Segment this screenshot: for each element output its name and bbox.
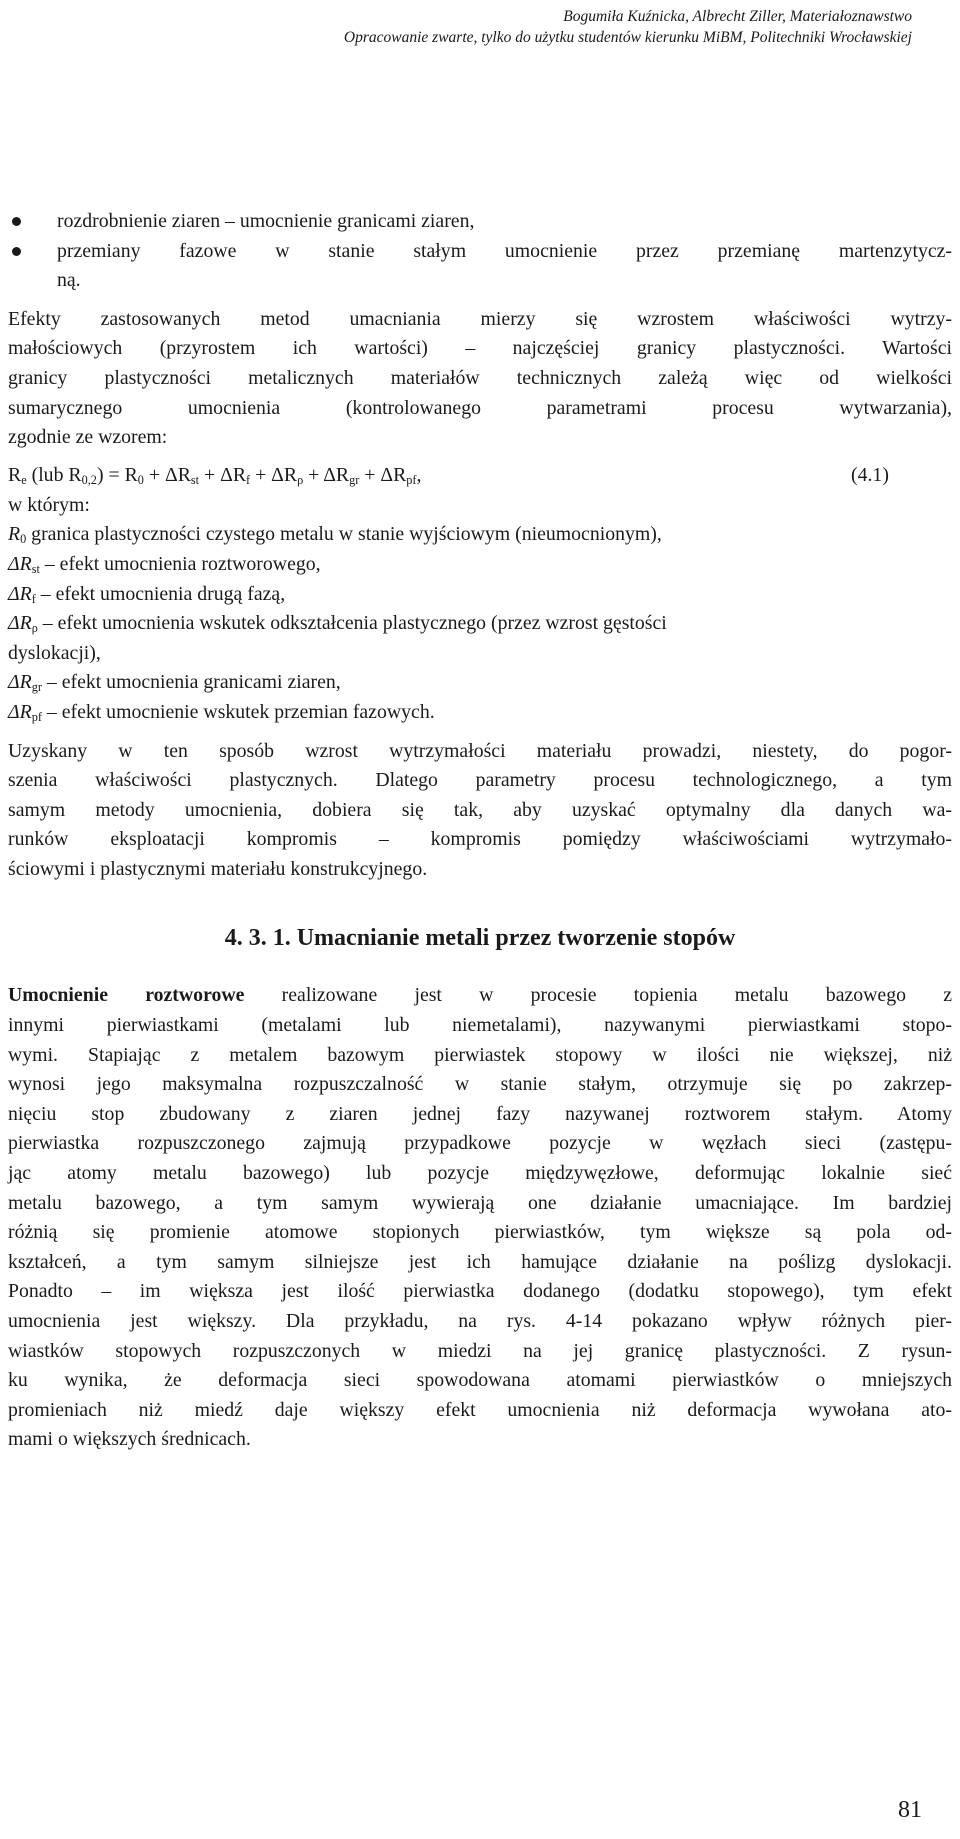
text-line: mami o większych średnicach. bbox=[8, 1428, 251, 1451]
paragraph-solution-strengthening bbox=[8, 981, 952, 1455]
page-header bbox=[344, 6, 912, 48]
text-line: granicy plastyczności metalicznych materiałów technicznych zależą więc od wielkości bbox=[8, 366, 952, 389]
text-line: promieniach niż miedź daje większy efekt umocnienia niż deformacja wywołana ato- bbox=[8, 1398, 952, 1421]
text-line: wynosi jego maksymalna rozpuszczalność w stanie stałym, otrzymuje się po zakrzep- bbox=[8, 1073, 952, 1096]
text-line: samym metody umocnienia, dobiera się tak, aby uzyskać optymalny dla danych wa- bbox=[8, 798, 952, 821]
text-line: zgodnie ze wzorem: bbox=[8, 426, 168, 449]
definition-list bbox=[8, 520, 952, 727]
text-line: różnią się promienie atomowe stopionych pierwiastków, tym większe są pola od- bbox=[8, 1221, 952, 1244]
text-line: Umocnienie roztworowe realizowane jest w procesie topienia metalu bazowego z bbox=[8, 984, 952, 1007]
header-authors: Bogumiła Kuźnicka, Albrecht Ziller, Materiałoznawstwo bbox=[563, 8, 912, 25]
text-line: metalu bazowego, a tym samym wywierają one działanie umacniające. Im bardziej bbox=[8, 1191, 952, 1214]
formula-expression: $R_e$ (lub $R_{0,2}) = R_0 + \Delta R_{st} + \Delta R_f + \Delta R_\rho + \Delta R_{gr} + \Delta R_{pf}$, bbox=[8, 463, 422, 487]
text-line: Uzyskany w ten sposób wzrost wytrzymałości materiału prowadzi, niestety, do pogor- bbox=[8, 739, 952, 762]
text-line: Efekty zastosowanych metod umacniania mierzy się wzrostem właściwości wytrzy- bbox=[8, 307, 952, 330]
bullet-text: ną. bbox=[57, 269, 81, 292]
bullet-text: przemiany fazowe w stanie stałym umocnienie przez przemianę martenzytycz- bbox=[57, 239, 952, 262]
term-bold: Umocnienie roztworowe bbox=[8, 984, 245, 1007]
text-line: jąc atomy metalu bazowego) lub pozycje międzywęzłowe, deformując lokalnie sieć bbox=[8, 1162, 952, 1185]
section-heading: 4. 3. 1. Umacnianie metali przez tworzenie stopów bbox=[224, 925, 736, 952]
bullet-text: rozdrobnienie ziaren – umocnienie granicami ziaren, bbox=[57, 210, 475, 232]
text-line: małościowych (przyrostem ich wartości) – najczęściej granicy plastyczności. Wartości bbox=[8, 337, 952, 360]
text-line: wymi. Stapiając z metalem bazowym pierwiastek stopowy w ilości nie większej, niż bbox=[8, 1043, 952, 1066]
definition-item: $\Delta R_{gr}$ – efekt umocnienia granicami ziaren, bbox=[8, 671, 341, 695]
text-line: kształceń, a tym samym silniejsze jest ich hamujące działanie na poślizg dyslokacji. bbox=[8, 1250, 952, 1273]
text-line: umocnienia jest większy. Dla przykładu, na rys. 4-14 pokazano wpływ różnych pier- bbox=[8, 1310, 952, 1332]
paragraph-conclusion bbox=[8, 737, 952, 885]
text-line: innymi pierwiastkami (metalami lub niemetalami), nazywanymi pierwiastkami stopo- bbox=[8, 1014, 952, 1037]
paragraph-intro bbox=[8, 305, 952, 453]
definition-item: $\Delta R_\rho$ – efekt umocnienia wskutek odkształcenia plastycznego (przez wzrost gęstości dyslokacji), bbox=[8, 612, 667, 664]
text-line: sumarycznego umocnienia (kontrolowanego parametrami procesu wytwarzania), bbox=[8, 396, 952, 419]
text-line: ściowymi i plastycznymi materiału konstrukcyjnego. bbox=[8, 857, 428, 880]
definition-item: $\Delta R_f$ – efekt umocnienia drugą fazą, bbox=[8, 582, 286, 606]
text-line: runków eksploatacji kompromis – kompromis pomiędzy właściwościami wytrzymało- bbox=[8, 828, 952, 851]
page-number: 81 bbox=[898, 1797, 922, 1823]
text-line: szenia właściwości plastycznych. Dlatego parametry procesu technologicznego, a tym bbox=[8, 769, 952, 792]
bullet-icon bbox=[12, 247, 21, 256]
page-content bbox=[8, 207, 952, 1455]
text-line: Ponadto – im większa jest ilość pierwiastka dodanego (dodatku stopowego), tym efekt bbox=[8, 1280, 952, 1303]
where-label: w którym: bbox=[8, 493, 90, 516]
header-note: Opracowanie zwarte, tylko do użytku studentów kierunku MiBM, Politechniki Wrocławskiej bbox=[343, 29, 912, 46]
definition-item: $\Delta R_{pf}$ – efekt umocnienie wskutek przemian fazowych. bbox=[8, 700, 435, 724]
equation-number: (4.1) bbox=[851, 463, 889, 486]
definition-item: $R_0$ granica plastyczności czystego metalu w stanie wyjściowym (nieumocnionym), bbox=[8, 523, 662, 547]
text-line: pierwiastka rozpuszczonego zajmują przypadkowe pozycje w węzłach sieci (zastępu- bbox=[8, 1132, 952, 1155]
definition-item: $\Delta R_{st}$ – efekt umocnienia roztworowego, bbox=[8, 552, 321, 576]
formula-4-1 bbox=[8, 461, 952, 491]
bullet-item bbox=[8, 207, 952, 237]
text-line: wiastków stopowych rozpuszczonych w miedzi na jej granicę plastyczności. Z rysun- bbox=[8, 1339, 952, 1362]
text-line: nięciu stop zbudowany z ziaren jednej fazy nazywanej roztworem stałym. Atomy bbox=[8, 1102, 952, 1125]
bullet-item bbox=[8, 237, 952, 296]
text-line: ku wynika, że deformacja sieci spowodowana atomami pierwiastków o mniejszych bbox=[8, 1369, 952, 1392]
bullet-icon bbox=[12, 217, 21, 226]
bullet-list bbox=[8, 207, 952, 296]
